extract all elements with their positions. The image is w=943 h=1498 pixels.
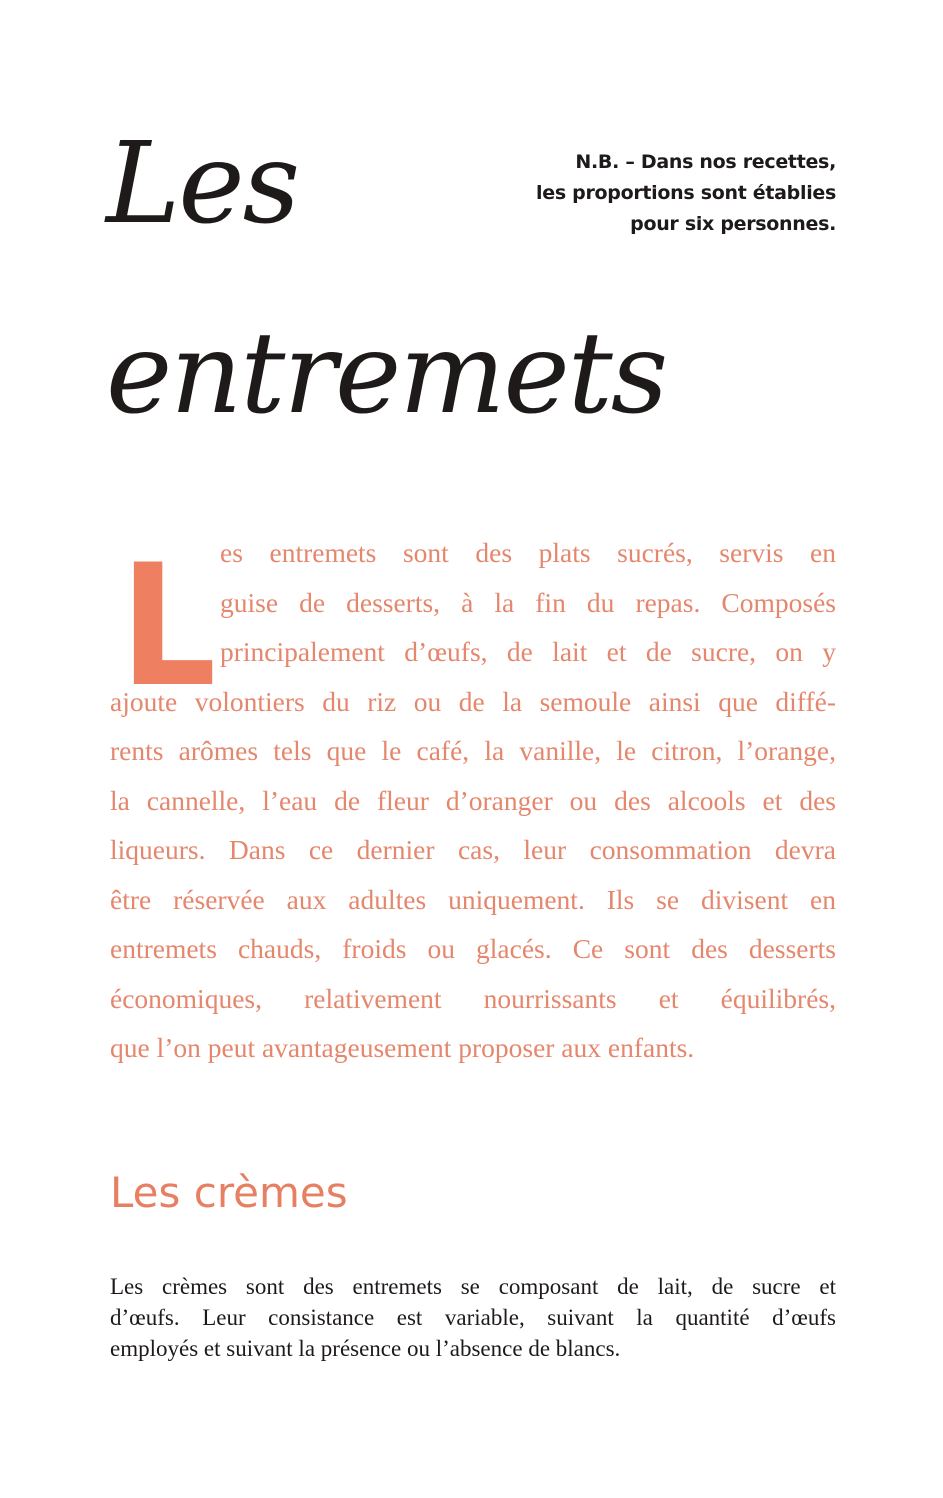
intro-line: es entremets sont des plats sucrés, servis en xyxy=(220,537,836,568)
chapter-title-line-2: entremets xyxy=(106,309,667,439)
intro-line: liqueurs. Dans ce dernier cas, leur consommation devra xyxy=(110,834,836,865)
intro-line: être réservée aux adultes uniquement. Ils se divisent en xyxy=(110,883,836,915)
intro-line: guise de desserts, à la fin du repas. Composés xyxy=(220,586,836,618)
drop-cap: L xyxy=(120,528,217,724)
intro-line: que l’on peut avantageusement proposer aux enfants. xyxy=(110,1032,695,1063)
section-line: Les crèmes sont des entremets se composant de lait, de sucre et xyxy=(110,1274,836,1299)
intro-line: ajoute volontiers du riz ou de la semoule ainsi que diffé- xyxy=(110,685,836,717)
intro-line: la cannelle, l’eau de fleur d’oranger ou des alcools et des xyxy=(110,784,836,816)
section-line: employés et suivant la présence ou l’absence de blancs. xyxy=(110,1336,621,1361)
intro-line: rents arômes tels que le café, la vanille, le citron, l’orange, xyxy=(110,735,836,766)
intro-line: économiques, relativement nourrissants et équilibrés, xyxy=(110,982,836,1014)
servings-note-line: pour six personnes. xyxy=(630,213,836,235)
servings-note-line: N.B. – Dans nos recettes, xyxy=(575,151,836,173)
section-heading: Les crèmes xyxy=(110,1168,348,1217)
servings-note-line: les proportions sont établies xyxy=(536,182,836,204)
section-line: d’œufs. Leur consistance est variable, suivant la quantité d’œufs xyxy=(110,1305,836,1330)
section-paragraph xyxy=(110,1271,836,1364)
intro-paragraph xyxy=(110,528,836,1073)
intro-line: entremets chauds, froids ou glacés. Ce sont des desserts xyxy=(110,933,836,964)
intro-line: principalement d’œufs, de lait et de sucre, on y xyxy=(220,636,836,667)
chapter-title-line-1: Les xyxy=(106,119,299,249)
servings-note xyxy=(476,147,836,240)
